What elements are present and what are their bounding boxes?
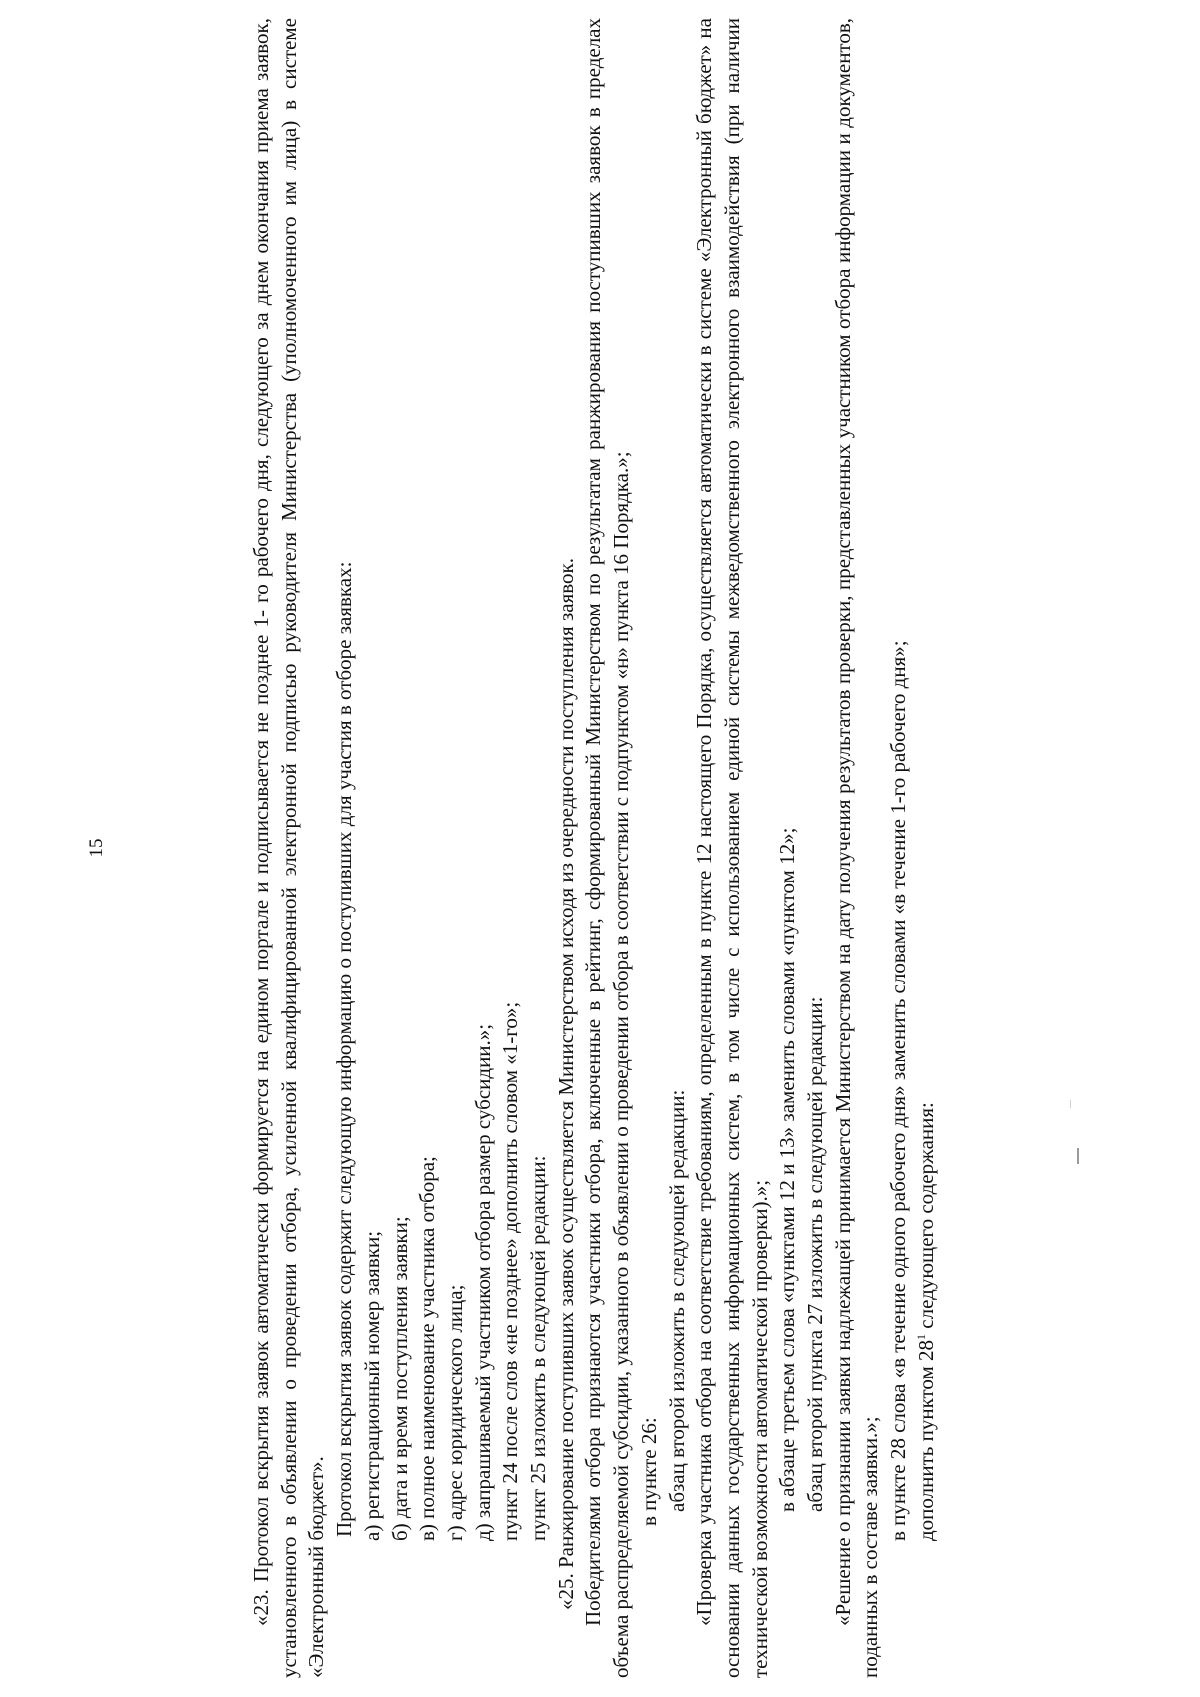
scan-artifact <box>1077 1148 1079 1164</box>
paragraph-verification: «Проверка участника отбора на соответствие требованиям, определенным в пункте 12 настоящего Порядка, осуществляется автоматически в системе «Электронный бюджет» на основании данных государственных информационных систем, в том числе с использованием единой системы межведомственного электронного взаимодействия (при наличии технической возможности автоматической проверки).»; <box>692 18 772 1678</box>
paragraph-25: «25. Ранжирование поступивших заявок осуществляется Министерством исходя из очередности поступления заявок. <box>553 558 578 1610</box>
amendment-item-26: в пункте 26: <box>636 1417 661 1526</box>
superscript: 1 <box>913 1333 928 1340</box>
text-fragment: следующего содержания: <box>913 1102 938 1334</box>
amendment-item-28: в пункте 28 слова «в течение одного рабочего дня» заменить словами «в течение 1-го рабочего дня»; <box>886 640 911 1541</box>
amendment-item-28-1 <box>913 18 941 1678</box>
list-item-b: б) дата и время поступления заявки; <box>387 1216 412 1541</box>
amendment-item-25: пункт 25 изложить в следующей редакции: <box>526 1155 551 1541</box>
amendment-item-27: абзац второй пункта 27 изложить в следующей редакции: <box>803 996 828 1512</box>
list-item-v: в) полное наименование участника отбора; <box>415 1156 440 1541</box>
paragraph-winners: Победителями отбора признаются участники отбора, включенные в рейтинг, сформированный Министерством по результатам ранжирования поступивших заявок в пределах объема распределяемой субсидии, указанного в объявлении о проведении отбора в соответствии с подпунктом «н» пункта 16 Порядка.»; <box>581 18 634 1678</box>
scan-artifact <box>1070 1100 1071 1108</box>
amendment-item-24: пункт 24 после слов «не позднее» дополнить словом «1-го»; <box>498 1001 523 1541</box>
document-body <box>248 18 948 1678</box>
amendment-item-26-abz3: в абзаце третьем слова «пунктами 12 и 13» заменить словами «пунктом 12»; <box>775 827 800 1512</box>
list-item-a: а) регистрационный номер заявки; <box>359 1230 384 1541</box>
page-number: 15 <box>86 838 107 858</box>
paragraph-23: «23. Протокол вскрытия заявок автоматически формируется на едином портале и подписывается не позднее 1- го рабочего дня, следующего за днем окончания приема заявок, установленного в объявлении о проведении отбора, усиленной квалифицированной электронной подписью руководителя Министерства (уполномоченного им лица) в системе «Электронный бюджет». <box>249 18 329 1678</box>
paragraph-protocol-content: Протокол вскрытия заявок содержит следующую информацию о поступивших для участия в отборе заявках: <box>332 561 357 1537</box>
paragraph-decision: «Решение о признании заявки надлежащей принимается Министерством на дату получения результатов проверки, представленных участником отбора информации и документов, поданных в составе заявки.»; <box>830 18 883 1678</box>
amendment-item-26-abz2: абзац второй изложить в следующей редакции: <box>664 1089 689 1512</box>
list-item-d: д) запрашиваемый участником отбора размер субсидии.»; <box>470 1023 495 1541</box>
text-fragment: дополнить пунктом 28 <box>913 1339 938 1541</box>
list-item-g: г) адрес юридического лица; <box>442 1284 467 1541</box>
